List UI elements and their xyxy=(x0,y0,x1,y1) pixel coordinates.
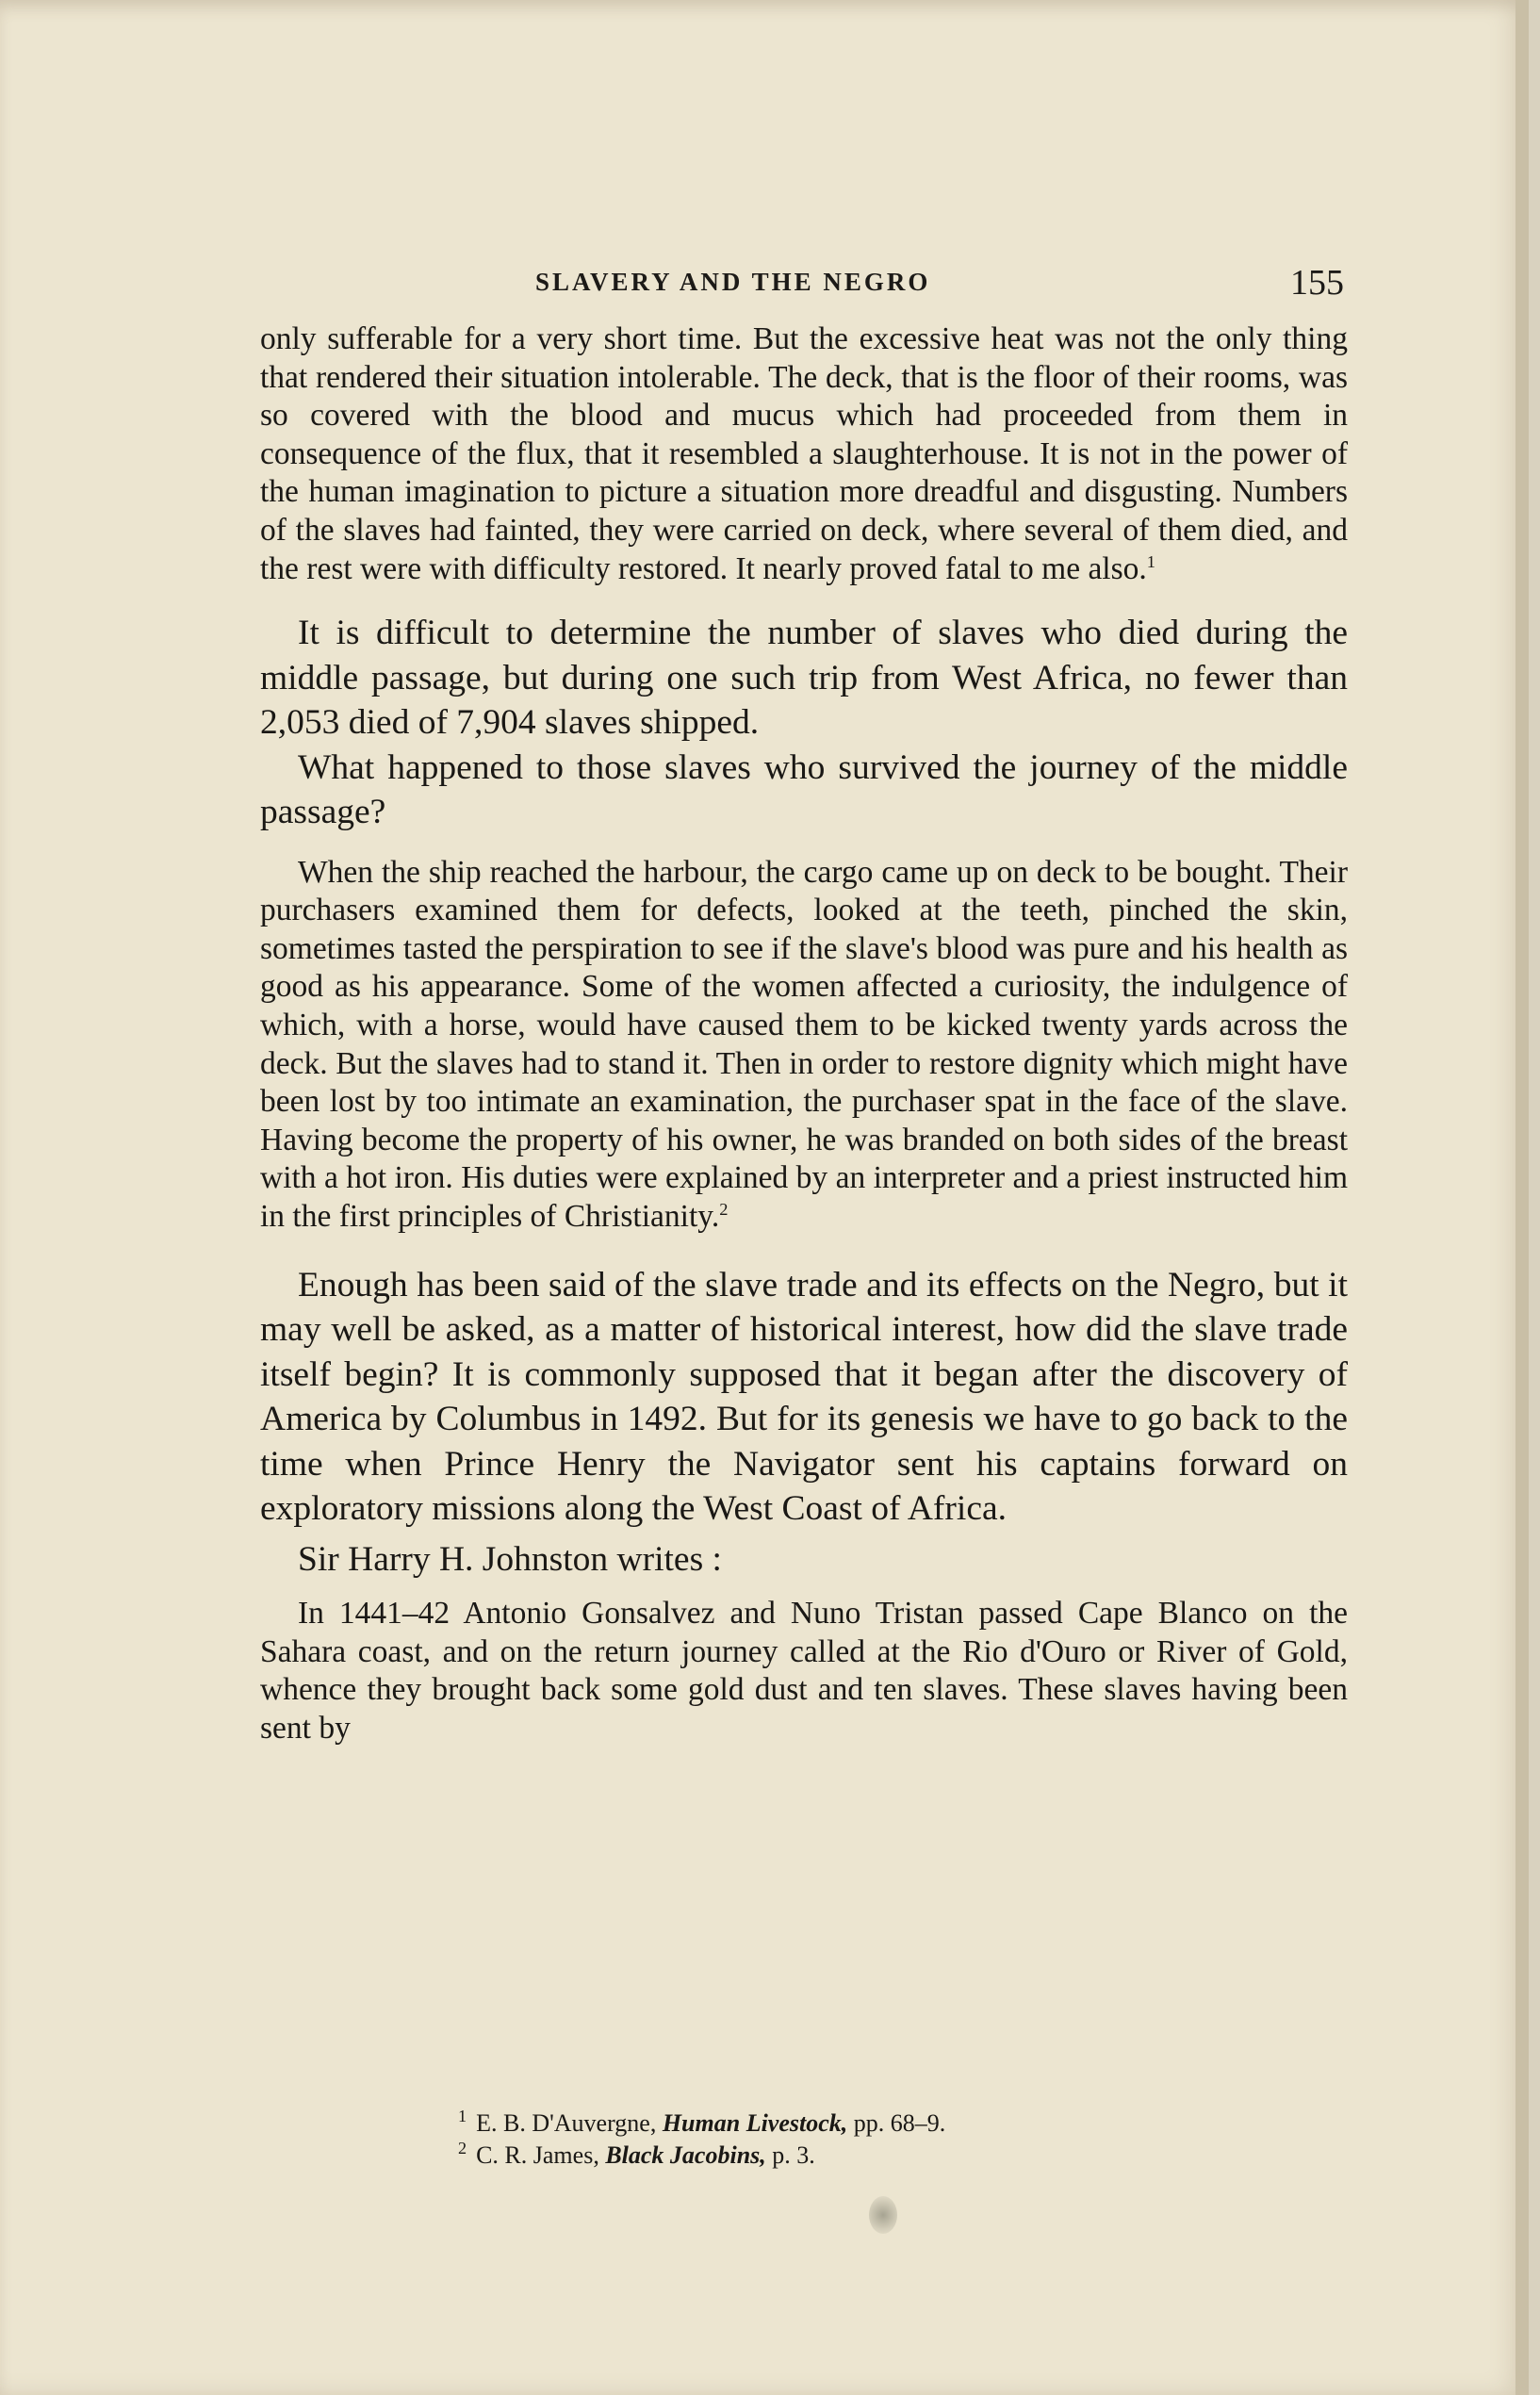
paragraph: What happened to those slaves who survived the journey of the middle passage? xyxy=(260,747,1348,832)
quote-text: When the ship reached the harbour, the cargo came up on deck to be bought. Their purchasers examined them for defects, looked at the teeth, pinched the skin, sometimes tasted the perspiration to see if the slave's blood was pure and his health as good as his appearance. Some of the women affected a curiosity, the indulgence of which, with a horse, would have caused them to be kicked twenty yards across the deck. But the slaves had to stand it. Then in order to restore dignity which might have been lost by too intimate an examination, the purchaser spat in the face of the slave. Having become the property of his owner, he was branded on both sides of the breast with a hot iron. His duties were explained by an interpreter and a priest instructed him in the first principles of Christianity. xyxy=(260,854,1348,1234)
page-edge xyxy=(1515,0,1529,2395)
body-text xyxy=(260,320,1348,1747)
footnote-author: C. R. James, xyxy=(476,2141,599,2169)
footnote xyxy=(458,2140,945,2172)
footnote-author: E. B. D'Auvergne, xyxy=(476,2109,657,2137)
footnote xyxy=(458,2108,945,2140)
quote-text: only sufferable for a very short time. But the excessive heat was not the only thing that rendered their situation intolerable. The deck, that is the floor of their rooms, was so covered with the blood and mucus which had proceeded from them in consequence of the flux, that it resembled a slaughterhouse. It is not in the power of the human imagination to picture a situation more dreadful and disgusting. Numbers of the slaves had fainted, they were carried on deck, where several of them died, and the rest were with difficulty restored. It nearly proved fatal to me also. xyxy=(260,321,1348,586)
footnote-title: Black Jacobins, xyxy=(605,2141,766,2169)
block-quote xyxy=(260,854,1348,1237)
paragraph: Sir Harry H. Johnston writes : xyxy=(298,1539,722,1579)
footnote-ref: 1 xyxy=(1146,551,1155,571)
footnote-pages: p. 3. xyxy=(772,2141,815,2169)
running-title: SLAVERY AND THE NEGRO xyxy=(535,268,931,296)
page-number: 155 xyxy=(1290,263,1344,303)
footnote-title: Human Livestock, xyxy=(662,2109,848,2137)
block-quote xyxy=(260,320,1348,588)
footnote-mark: 1 xyxy=(458,2107,467,2126)
page-header xyxy=(260,263,1344,303)
footnotes xyxy=(458,2108,945,2172)
footnote-mark: 2 xyxy=(458,2139,467,2158)
block-quote: In 1441–42 Antonio Gonsalvez and Nuno Tristan passed Cape Blanco on the Sahara coast, and on the return journey called at the Rio d'Ouro or River of Gold, whence they brought back some gold dust and ten slaves. These slaves having been sent by xyxy=(260,1596,1348,1746)
paragraph: Enough has been said of the slave trade and its effects on the Negro, but it may well be asked, as a matter of historical interest, how did the slave trade itself begin? It is commonly supposed that it began after the discovery of America by Columbus in 1492. But for its genesis we have to go back to the time when Prince Henry the Navigator sent his captains forward on exploratory missions along the West Coast of Africa. xyxy=(260,1265,1348,1529)
footnote-ref: 2 xyxy=(719,1199,729,1219)
footnote-pages: pp. 68–9. xyxy=(853,2109,946,2137)
paragraph: It is difficult to determine the number of slaves who died during the middle passage, but during one such trip from West Africa, no fewer than 2,053 died of 7,904 slaves shipped. xyxy=(260,614,1348,743)
ink-smudge xyxy=(869,2196,897,2234)
